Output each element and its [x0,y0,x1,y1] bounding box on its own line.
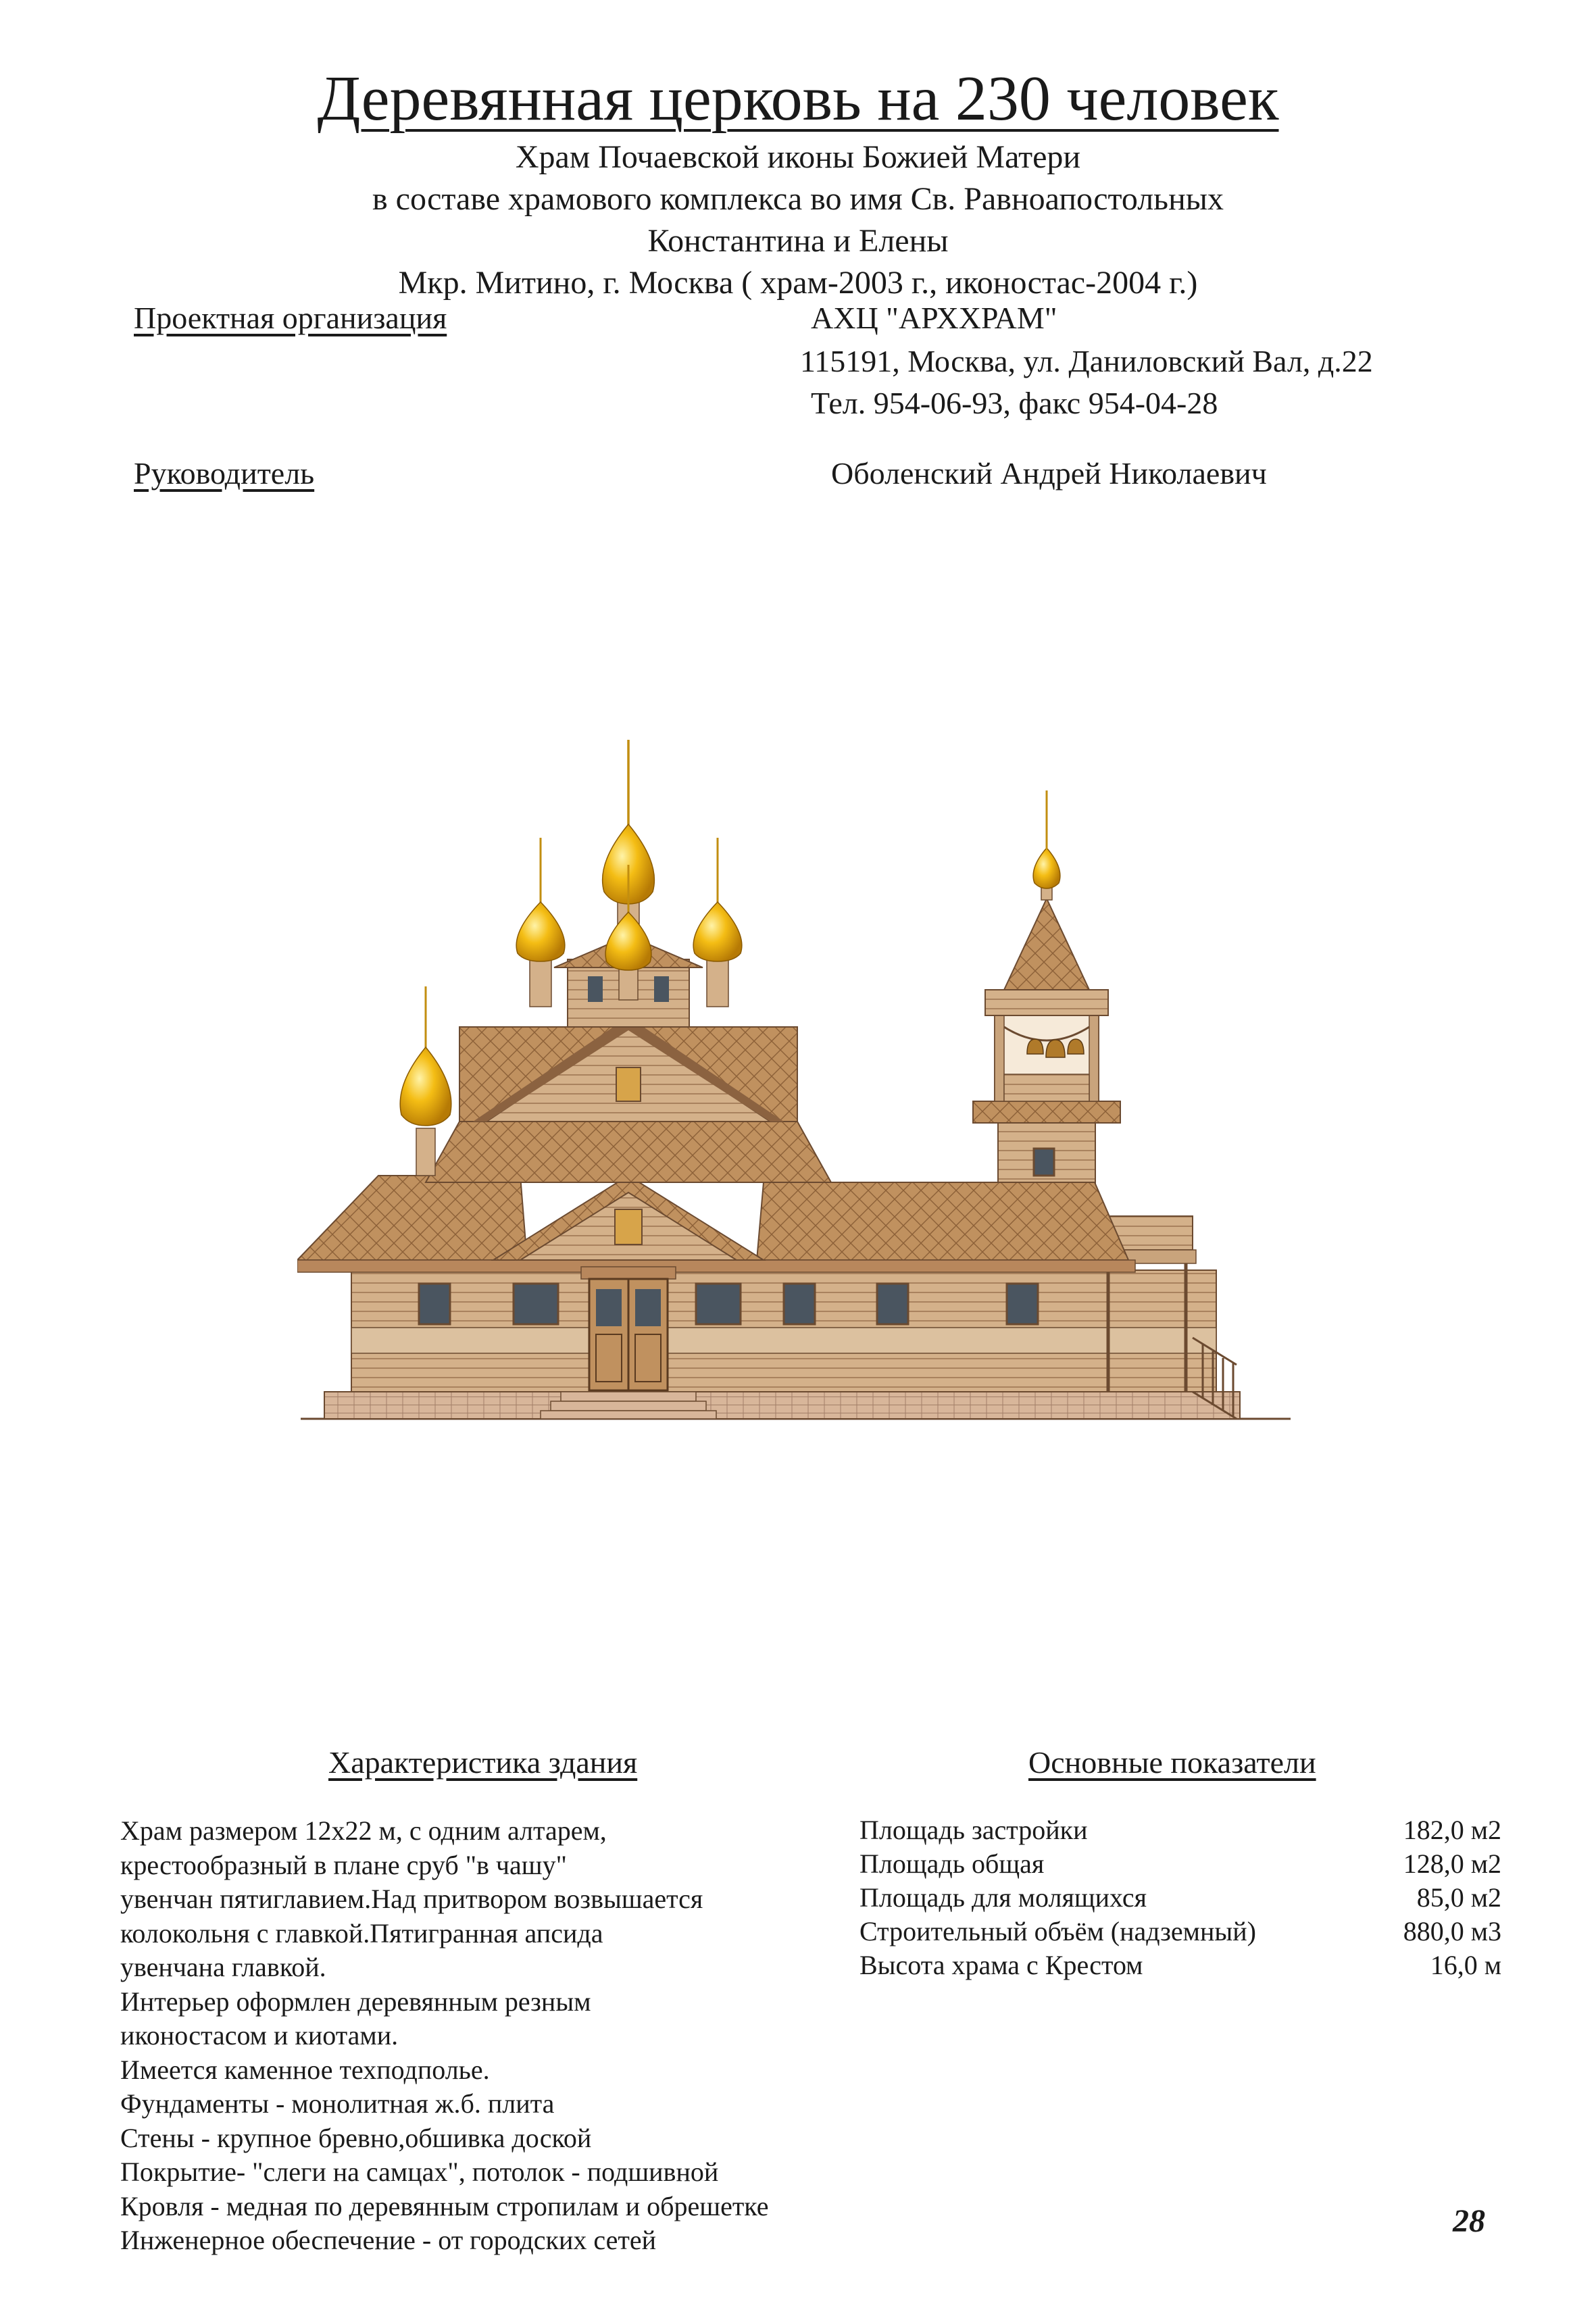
church-elevation-drawing [297,716,1297,1446]
indicator-value: 85,0 м2 [1416,1882,1501,1913]
page-title: Деревянная церковь на 230 человек [317,64,1279,134]
characteristics-line: увенчана главкой. [120,1952,326,1982]
indicator-value: 182,0 м2 [1403,1815,1501,1845]
subtitle-line-1: Храм Почаевской иконы Божией Матери [515,139,1081,175]
indicator-row [859,1882,1501,1915]
characteristics-line: Кровля - медная по деревянным стропилам и обрешетке [120,2190,769,2221]
indicators-heading: Основные показатели [1028,1745,1316,1780]
indicator-row [859,1814,1501,1848]
characteristics-line: крестообразный в плане сруб "в чашу" [120,1849,567,1880]
indicator-row [859,1915,1501,1949]
indicator-name: Площадь общая [859,1848,1045,1879]
characteristics-line: иконостасом и киотами. [120,2020,399,2051]
subtitle-line-4: Мкр. Митино, г. Москва ( храм-2003 г., иконостас-2004 г.) [398,265,1198,301]
entrance-door [581,1267,676,1390]
indicator-row [859,1848,1501,1882]
characteristics-line: Храм размером 12х22 м, с одним алтарем, [120,1815,607,1846]
indicator-name: Строительный объём (надземный) [859,1916,1256,1946]
dome-right [693,838,742,1007]
indicator-name: Площадь для молящихся [859,1882,1147,1913]
dome-left [516,838,565,1007]
manager-label: Руководитель [134,456,315,491]
page-number: 28 [1453,2203,1485,2239]
characteristics-line: Стены - крупное бревно,обшивка доской [120,2122,592,2153]
characteristics-line: Имеется каменное техподполье. [120,2054,490,2085]
characteristics-line: колокольня с главкой.Пятигранная апсида [120,1917,603,1948]
subtitle-line-2: в составе храмового комплекса во имя Св. Равноапостольных [372,181,1224,217]
dome-apse [400,986,451,1176]
characteristics-line: Интерьер оформлен деревянным резным [120,1986,591,2017]
bell-tower [973,790,1120,1223]
indicator-name: Площадь застройки [859,1815,1088,1845]
indicator-value: 128,0 м2 [1403,1848,1501,1879]
org-phone: Тел. 954-06-93, факс 954-04-28 [811,386,1218,420]
manager-name: Оболенский Андрей Николаевич [831,456,1267,491]
org-address: 115191, Москва, ул. Даниловский Вал, д.22 [800,344,1373,378]
characteristics-line: Покрытие- "слеги на самцах", потолок - подшивной [120,2157,719,2187]
characteristics-line: увенчан пятиглавием.Над притвором возвышается [120,1884,703,1914]
org-label: Проектная организация [134,301,447,335]
subtitle-line-3: Константина и Елены [647,223,949,259]
indicator-value: 880,0 м3 [1403,1916,1501,1946]
indicator-row [859,1949,1501,1983]
indicator-value: 16,0 м [1430,1950,1501,1980]
characteristics-heading: Характеристика здания [328,1745,638,1780]
characteristics-text [120,1814,769,2258]
org-name: АХЦ "АРХХРАМ" [811,301,1057,335]
characteristics-line: Фундаменты - монолитная ж.б. плита [120,2088,555,2119]
characteristics-line: Инженерное обеспечение - от городских сетей [120,2225,657,2255]
indicator-name: Высота храма с Крестом [859,1950,1143,1980]
